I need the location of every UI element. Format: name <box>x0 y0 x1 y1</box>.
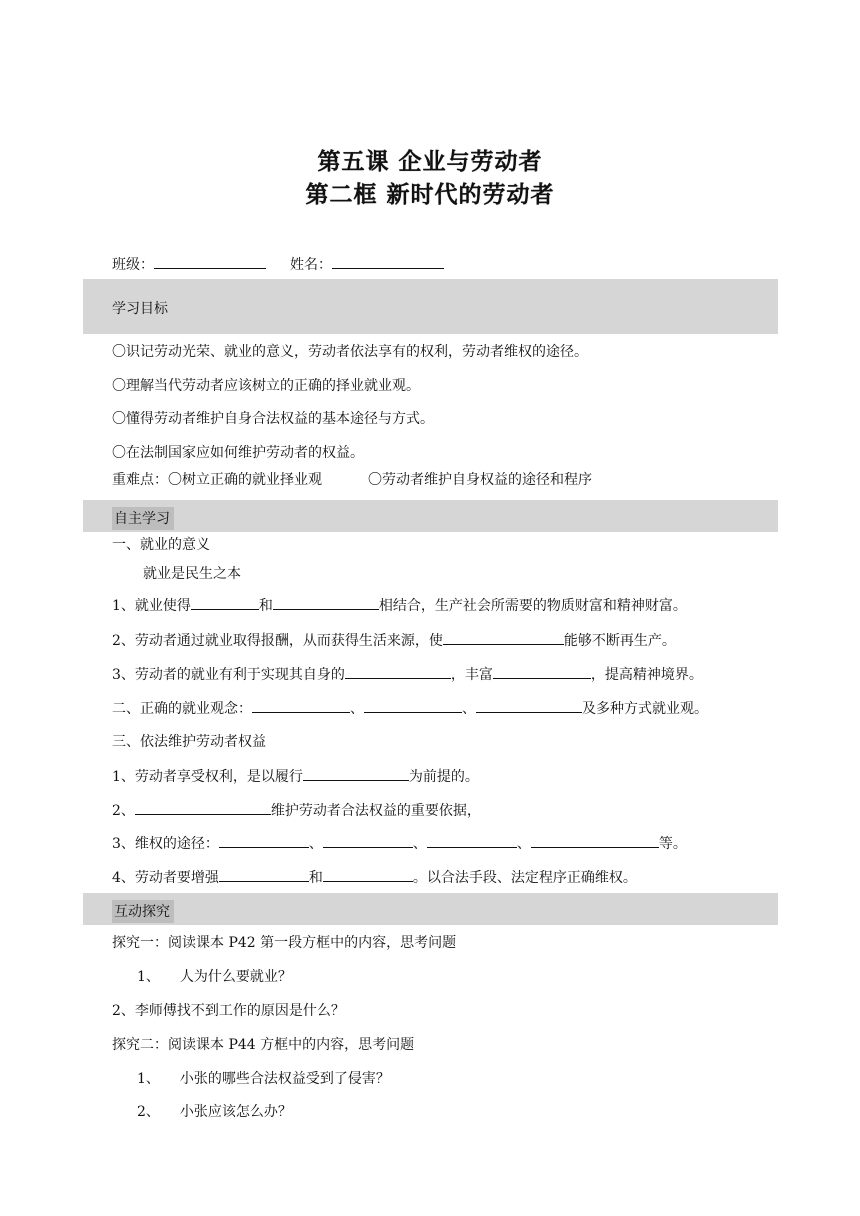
answer-blank[interactable] <box>252 698 350 713</box>
class-blank[interactable] <box>154 254 266 269</box>
goals-band <box>83 279 778 334</box>
fill-question: 1、就业使得 和 相结合，生产社会所需要的物质财富和精神财富。 <box>112 595 687 615</box>
answer-blank[interactable] <box>493 664 591 679</box>
exploration-question: 2、李师傅找不到工作的原因是什么？ <box>112 1003 345 1019</box>
lesson-title: 第五课 企业与劳动者 <box>317 149 543 175</box>
answer-blank[interactable] <box>427 833 517 848</box>
class-label: 班级： <box>112 257 154 273</box>
fill-question: 1、劳动者享受权利，是以履行 为前提的。 <box>112 766 479 786</box>
goal-item: 〇理解当代劳动者应该树立的正确的择业就业观。 <box>112 378 420 394</box>
explore-band <box>83 893 778 925</box>
key-points-label: 重难点： <box>112 472 168 488</box>
answer-blank[interactable] <box>345 664 451 679</box>
answer-blank[interactable] <box>191 595 259 610</box>
exploration-question: 1、 小张的哪些合法权益受到了侵害？ <box>137 1071 390 1087</box>
answer-blank[interactable] <box>219 867 309 882</box>
section-title: 第二框 新时代的劳动者 <box>305 182 555 208</box>
self-study-band <box>83 500 778 532</box>
answer-blank[interactable] <box>323 833 413 848</box>
exploration-question: 2、 小张应该怎么办？ <box>137 1104 292 1120</box>
answer-blank[interactable] <box>273 595 379 610</box>
fill-question: 4、劳动者要增强 和 。以合法手段、法定程序正确维权。 <box>112 867 637 887</box>
exploration-question: 1、 人为什么要就业？ <box>137 969 292 985</box>
key-point: 〇树立正确的就业择业观 <box>168 472 322 488</box>
name-blank[interactable] <box>332 254 444 269</box>
key-points-row <box>112 471 592 489</box>
subsection-title: 三、依法维护劳动者权益 <box>112 734 266 750</box>
exploration-title: 探究二：阅读课本 P44 方框中的内容，思考问题 <box>112 1037 415 1053</box>
answer-blank[interactable] <box>323 867 413 882</box>
goal-item: 〇懂得劳动者维护自身合法权益的基本途径与方式。 <box>112 411 434 427</box>
fill-question: 2、劳动者通过就业取得报酬，从而获得生活来源，使 能够不断再生产。 <box>112 630 676 650</box>
subsection-subtitle: 就业是民生之本 <box>143 566 241 582</box>
name-label: 姓名： <box>290 257 332 273</box>
goals-heading: 学习目标 <box>112 301 168 317</box>
fill-question: 3、劳动者的就业有利于实现其自身的 ，丰富 ，提高精神境界。 <box>112 664 703 684</box>
answer-blank[interactable] <box>135 800 271 815</box>
answer-blank[interactable] <box>443 630 564 645</box>
goal-item: 〇在法制国家应如何维护劳动者的权益。 <box>112 445 364 461</box>
key-point: 〇劳动者维护自身权益的途径和程序 <box>368 472 592 488</box>
answer-blank[interactable] <box>219 833 309 848</box>
fill-question: 二、正确的就业观念： 、 、 及多种方式就业观。 <box>112 698 708 718</box>
answer-blank[interactable] <box>531 833 659 848</box>
fill-question: 3、维权的途径： 、 、 、 等。 <box>112 833 687 853</box>
exploration-title: 探究一：阅读课本 P42 第一段方框中的内容，思考问题 <box>112 935 457 951</box>
self-study-heading: 自主学习 <box>112 507 174 530</box>
answer-blank[interactable] <box>364 698 462 713</box>
subsection-title: 一、就业的意义 <box>112 537 210 553</box>
answer-blank[interactable] <box>476 698 582 713</box>
fill-question: 2、 维护劳动者合法权益的重要依据， <box>112 800 481 820</box>
goal-item: 〇识记劳动光荣、就业的意义，劳动者依法享有的权利，劳动者维权的途径。 <box>112 344 588 360</box>
explore-heading: 互动探究 <box>112 900 174 923</box>
answer-blank[interactable] <box>303 766 409 781</box>
student-info-row <box>112 254 444 274</box>
